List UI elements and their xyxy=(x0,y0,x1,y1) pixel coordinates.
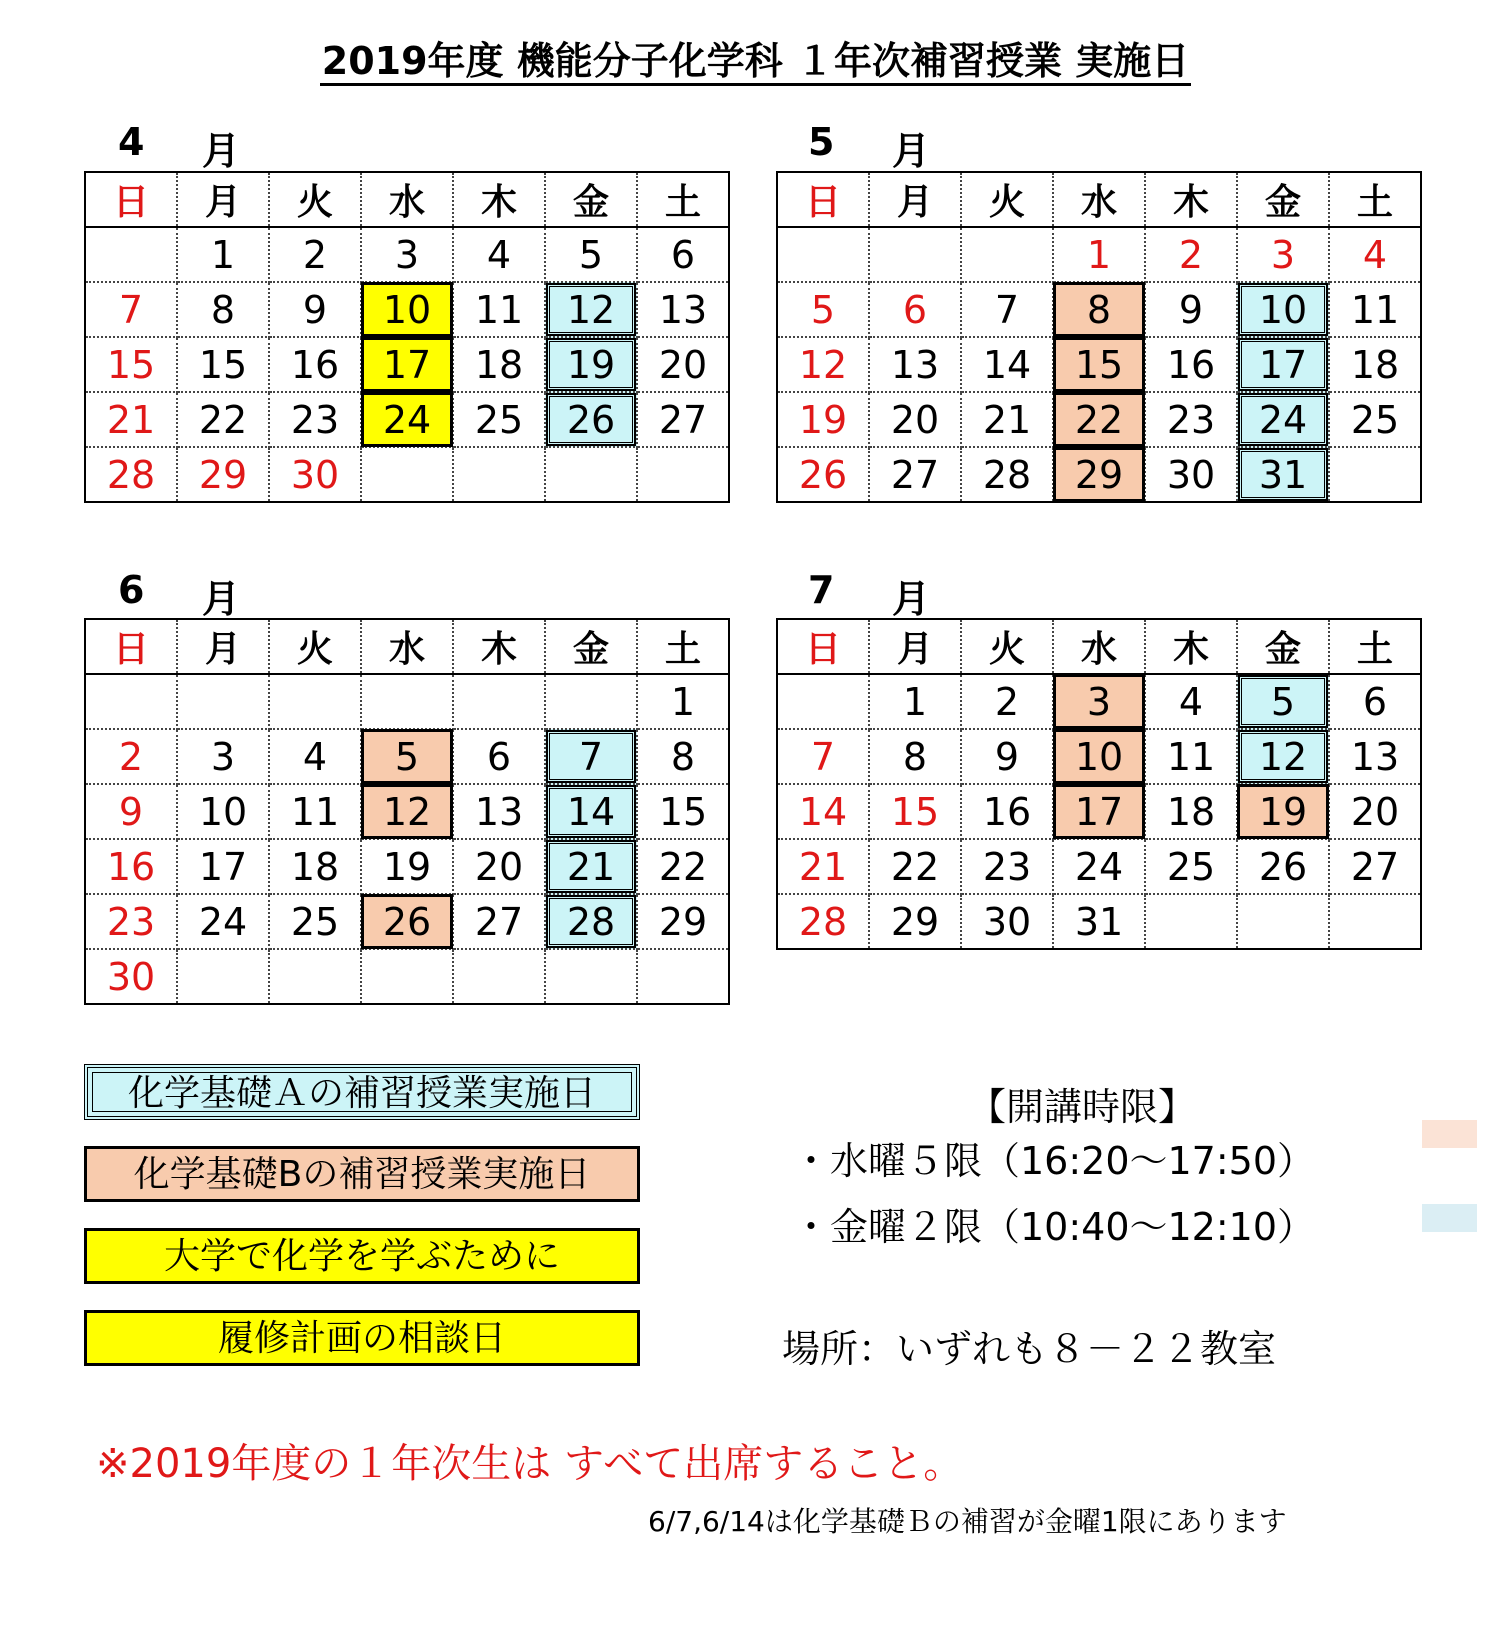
day-cell: 15 xyxy=(637,784,729,839)
day-cell xyxy=(1329,447,1421,502)
day-cell: 24 xyxy=(1053,839,1145,894)
weekday-header: 水 xyxy=(1053,172,1145,227)
day-cell: 13 xyxy=(869,337,961,392)
day-cell: 1 xyxy=(1053,227,1145,282)
weekday-header: 水 xyxy=(361,619,453,674)
legend-chem-b: 化学基礎Bの補習授業実施日 xyxy=(84,1146,640,1202)
day-cell xyxy=(777,674,869,729)
week-row xyxy=(85,839,729,894)
day-cell: 1 xyxy=(177,227,269,282)
footnote: 6/7,6/14は化学基礎Ｂの補習が金曜1限にあります xyxy=(648,1505,1287,1538)
week-row xyxy=(777,784,1421,839)
day-cell: 11 xyxy=(1145,729,1237,784)
day-cell: 26 xyxy=(361,894,453,949)
day-cell: 20 xyxy=(453,839,545,894)
weekday-header-row xyxy=(777,172,1421,227)
day-cell: 12 xyxy=(1237,729,1329,784)
day-cell: 7 xyxy=(777,729,869,784)
week-row xyxy=(777,729,1421,784)
schedule-place: 場所：いずれも８－２２教室 xyxy=(782,1327,1277,1371)
day-cell: 4 xyxy=(269,729,361,784)
day-cell xyxy=(177,949,269,1004)
day-cell xyxy=(85,674,177,729)
day-cell: 6 xyxy=(869,282,961,337)
day-cell: 8 xyxy=(1053,282,1145,337)
day-cell: 23 xyxy=(85,894,177,949)
day-cell: 7 xyxy=(961,282,1053,337)
day-cell: 28 xyxy=(85,447,177,502)
day-cell: 29 xyxy=(177,447,269,502)
calendar-may xyxy=(776,171,1422,503)
day-cell: 2 xyxy=(269,227,361,282)
weekday-header: 木 xyxy=(1145,619,1237,674)
day-cell: 10 xyxy=(1053,729,1145,784)
day-cell: 10 xyxy=(361,282,453,337)
day-cell: 2 xyxy=(1145,227,1237,282)
day-cell: 22 xyxy=(177,392,269,447)
day-cell xyxy=(545,674,637,729)
day-cell: 11 xyxy=(453,282,545,337)
day-cell: 18 xyxy=(1329,337,1421,392)
day-cell: 1 xyxy=(637,674,729,729)
day-cell: 12 xyxy=(545,282,637,337)
day-cell: 9 xyxy=(961,729,1053,784)
day-cell: 30 xyxy=(1145,447,1237,502)
weekday-header-row xyxy=(85,619,729,674)
day-cell: 6 xyxy=(637,227,729,282)
day-cell: 14 xyxy=(545,784,637,839)
day-cell: 2 xyxy=(961,674,1053,729)
day-cell xyxy=(453,447,545,502)
day-cell xyxy=(269,674,361,729)
day-cell: 15 xyxy=(85,337,177,392)
day-cell: 16 xyxy=(85,839,177,894)
day-cell: 5 xyxy=(545,227,637,282)
day-cell: 25 xyxy=(453,392,545,447)
day-cell: 30 xyxy=(85,949,177,1004)
weekday-header: 土 xyxy=(637,619,729,674)
week-row xyxy=(85,447,729,502)
day-cell: 12 xyxy=(777,337,869,392)
weekday-header: 日 xyxy=(85,172,177,227)
week-row xyxy=(85,392,729,447)
legend-study-chemistry: 大学で化学を学ぶために xyxy=(84,1228,640,1284)
weekday-header: 土 xyxy=(637,172,729,227)
day-cell: 29 xyxy=(637,894,729,949)
day-cell: 27 xyxy=(637,392,729,447)
weekday-header: 火 xyxy=(961,619,1053,674)
weekday-header: 火 xyxy=(269,172,361,227)
weekday-header: 火 xyxy=(961,172,1053,227)
month-unit: 月 xyxy=(202,577,241,621)
day-cell: 9 xyxy=(269,282,361,337)
day-cell: 10 xyxy=(177,784,269,839)
attendance-notice: ※2019年度の１年次生は すべて出席すること。 xyxy=(96,1441,964,1487)
day-cell: 17 xyxy=(1237,337,1329,392)
week-row xyxy=(85,282,729,337)
day-cell: 11 xyxy=(269,784,361,839)
day-cell: 31 xyxy=(1237,447,1329,502)
day-cell xyxy=(1237,894,1329,949)
day-cell: 22 xyxy=(1053,392,1145,447)
day-cell: 16 xyxy=(961,784,1053,839)
month-number: 5 xyxy=(808,120,835,164)
day-cell xyxy=(85,227,177,282)
day-cell: 21 xyxy=(545,839,637,894)
day-cell: 17 xyxy=(1053,784,1145,839)
day-cell xyxy=(869,227,961,282)
day-cell: 18 xyxy=(453,337,545,392)
week-row xyxy=(85,674,729,729)
day-cell xyxy=(361,949,453,1004)
day-cell: 29 xyxy=(1053,447,1145,502)
week-row xyxy=(777,282,1421,337)
day-cell: 30 xyxy=(269,447,361,502)
day-cell: 4 xyxy=(453,227,545,282)
week-row xyxy=(85,784,729,839)
day-cell xyxy=(177,674,269,729)
day-cell: 27 xyxy=(453,894,545,949)
day-cell: 17 xyxy=(177,839,269,894)
day-cell: 31 xyxy=(1053,894,1145,949)
day-cell: 8 xyxy=(869,729,961,784)
month-unit: 月 xyxy=(202,129,241,173)
weekday-header: 土 xyxy=(1329,619,1421,674)
month-unit: 月 xyxy=(892,577,931,621)
day-cell: 5 xyxy=(361,729,453,784)
legend-chem-a: 化学基礎Ａの補習授業実施日 xyxy=(84,1064,640,1120)
day-cell: 15 xyxy=(177,337,269,392)
day-cell: 21 xyxy=(961,392,1053,447)
schedule-wednesday: ・水曜５限（16:20～17:50） xyxy=(792,1139,1316,1183)
schedule-heading: 【開講時限】 xyxy=(968,1085,1197,1129)
day-cell: 3 xyxy=(1053,674,1145,729)
day-cell: 13 xyxy=(453,784,545,839)
week-row xyxy=(777,392,1421,447)
day-cell xyxy=(1329,894,1421,949)
color-swatch-orange xyxy=(1422,1120,1477,1148)
day-cell: 24 xyxy=(361,392,453,447)
day-cell: 16 xyxy=(1145,337,1237,392)
day-cell xyxy=(545,447,637,502)
day-cell: 27 xyxy=(1329,839,1421,894)
day-cell: 8 xyxy=(637,729,729,784)
day-cell: 14 xyxy=(961,337,1053,392)
day-cell: 9 xyxy=(1145,282,1237,337)
day-cell: 4 xyxy=(1329,227,1421,282)
weekday-header: 火 xyxy=(269,619,361,674)
day-cell: 29 xyxy=(869,894,961,949)
day-cell: 13 xyxy=(1329,729,1421,784)
day-cell: 5 xyxy=(777,282,869,337)
day-cell: 26 xyxy=(777,447,869,502)
day-cell: 24 xyxy=(1237,392,1329,447)
weekday-header: 金 xyxy=(545,619,637,674)
month-unit: 月 xyxy=(892,129,931,173)
day-cell: 22 xyxy=(869,839,961,894)
month-number: 6 xyxy=(118,568,145,612)
day-cell: 3 xyxy=(361,227,453,282)
day-cell xyxy=(361,447,453,502)
calendar-july xyxy=(776,618,1422,950)
weekday-header: 日 xyxy=(777,619,869,674)
page-title-text: 2019年度 機能分子化学科 １年次補習授業 実施日 xyxy=(320,39,1191,86)
weekday-header: 金 xyxy=(1237,172,1329,227)
day-cell xyxy=(361,674,453,729)
day-cell xyxy=(453,674,545,729)
weekday-header: 水 xyxy=(1053,619,1145,674)
week-row xyxy=(85,337,729,392)
day-cell: 2 xyxy=(85,729,177,784)
day-cell: 18 xyxy=(269,839,361,894)
day-cell xyxy=(961,227,1053,282)
day-cell: 30 xyxy=(961,894,1053,949)
day-cell: 23 xyxy=(269,392,361,447)
day-cell: 22 xyxy=(637,839,729,894)
weekday-header: 日 xyxy=(85,619,177,674)
day-cell: 14 xyxy=(777,784,869,839)
day-cell: 28 xyxy=(545,894,637,949)
page-title xyxy=(0,30,1511,85)
day-cell: 19 xyxy=(361,839,453,894)
day-cell xyxy=(637,949,729,1004)
week-row xyxy=(777,337,1421,392)
day-cell: 23 xyxy=(1145,392,1237,447)
month-number: 4 xyxy=(118,120,145,164)
day-cell: 19 xyxy=(1237,784,1329,839)
day-cell: 25 xyxy=(1329,392,1421,447)
calendar-june xyxy=(84,618,730,1005)
week-row xyxy=(85,227,729,282)
week-row xyxy=(777,227,1421,282)
weekday-header: 木 xyxy=(453,172,545,227)
weekday-header: 木 xyxy=(1145,172,1237,227)
day-cell: 28 xyxy=(961,447,1053,502)
day-cell: 26 xyxy=(1237,839,1329,894)
weekday-header: 金 xyxy=(545,172,637,227)
day-cell: 28 xyxy=(777,894,869,949)
color-swatch-blue xyxy=(1422,1204,1477,1232)
week-row xyxy=(85,894,729,949)
weekday-header: 水 xyxy=(361,172,453,227)
day-cell: 27 xyxy=(869,447,961,502)
day-cell: 20 xyxy=(637,337,729,392)
day-cell xyxy=(637,447,729,502)
day-cell: 4 xyxy=(1145,674,1237,729)
day-cell: 21 xyxy=(777,839,869,894)
day-cell: 25 xyxy=(269,894,361,949)
day-cell: 9 xyxy=(85,784,177,839)
day-cell: 8 xyxy=(177,282,269,337)
week-row xyxy=(777,839,1421,894)
day-cell: 20 xyxy=(869,392,961,447)
schedule-friday: ・金曜２限（10:40～12:10） xyxy=(792,1205,1316,1249)
day-cell xyxy=(453,949,545,1004)
week-row xyxy=(777,894,1421,949)
day-cell: 19 xyxy=(777,392,869,447)
day-cell: 12 xyxy=(361,784,453,839)
day-cell: 7 xyxy=(545,729,637,784)
day-cell: 7 xyxy=(85,282,177,337)
day-cell: 26 xyxy=(545,392,637,447)
weekday-header: 月 xyxy=(177,172,269,227)
weekday-header-row xyxy=(85,172,729,227)
day-cell: 15 xyxy=(869,784,961,839)
week-row xyxy=(85,949,729,1004)
day-cell xyxy=(269,949,361,1004)
day-cell: 23 xyxy=(961,839,1053,894)
weekday-header: 木 xyxy=(453,619,545,674)
day-cell xyxy=(545,949,637,1004)
day-cell: 24 xyxy=(177,894,269,949)
month-number: 7 xyxy=(808,568,835,612)
day-cell: 20 xyxy=(1329,784,1421,839)
weekday-header: 土 xyxy=(1329,172,1421,227)
weekday-header: 月 xyxy=(869,619,961,674)
day-cell: 18 xyxy=(1145,784,1237,839)
weekday-header: 日 xyxy=(777,172,869,227)
week-row xyxy=(85,729,729,784)
day-cell: 3 xyxy=(1237,227,1329,282)
day-cell: 16 xyxy=(269,337,361,392)
day-cell: 15 xyxy=(1053,337,1145,392)
day-cell xyxy=(1145,894,1237,949)
day-cell: 6 xyxy=(453,729,545,784)
legend-consultation-day: 履修計画の相談日 xyxy=(84,1310,640,1366)
weekday-header: 金 xyxy=(1237,619,1329,674)
week-row xyxy=(777,674,1421,729)
day-cell: 5 xyxy=(1237,674,1329,729)
weekday-header: 月 xyxy=(869,172,961,227)
week-row xyxy=(777,447,1421,502)
calendar-april xyxy=(84,171,730,503)
weekday-header-row xyxy=(777,619,1421,674)
day-cell: 3 xyxy=(177,729,269,784)
day-cell: 1 xyxy=(869,674,961,729)
day-cell: 19 xyxy=(545,337,637,392)
day-cell: 10 xyxy=(1237,282,1329,337)
day-cell: 17 xyxy=(361,337,453,392)
day-cell: 6 xyxy=(1329,674,1421,729)
day-cell: 11 xyxy=(1329,282,1421,337)
day-cell: 13 xyxy=(637,282,729,337)
day-cell xyxy=(777,227,869,282)
day-cell: 25 xyxy=(1145,839,1237,894)
day-cell: 21 xyxy=(85,392,177,447)
weekday-header: 月 xyxy=(177,619,269,674)
